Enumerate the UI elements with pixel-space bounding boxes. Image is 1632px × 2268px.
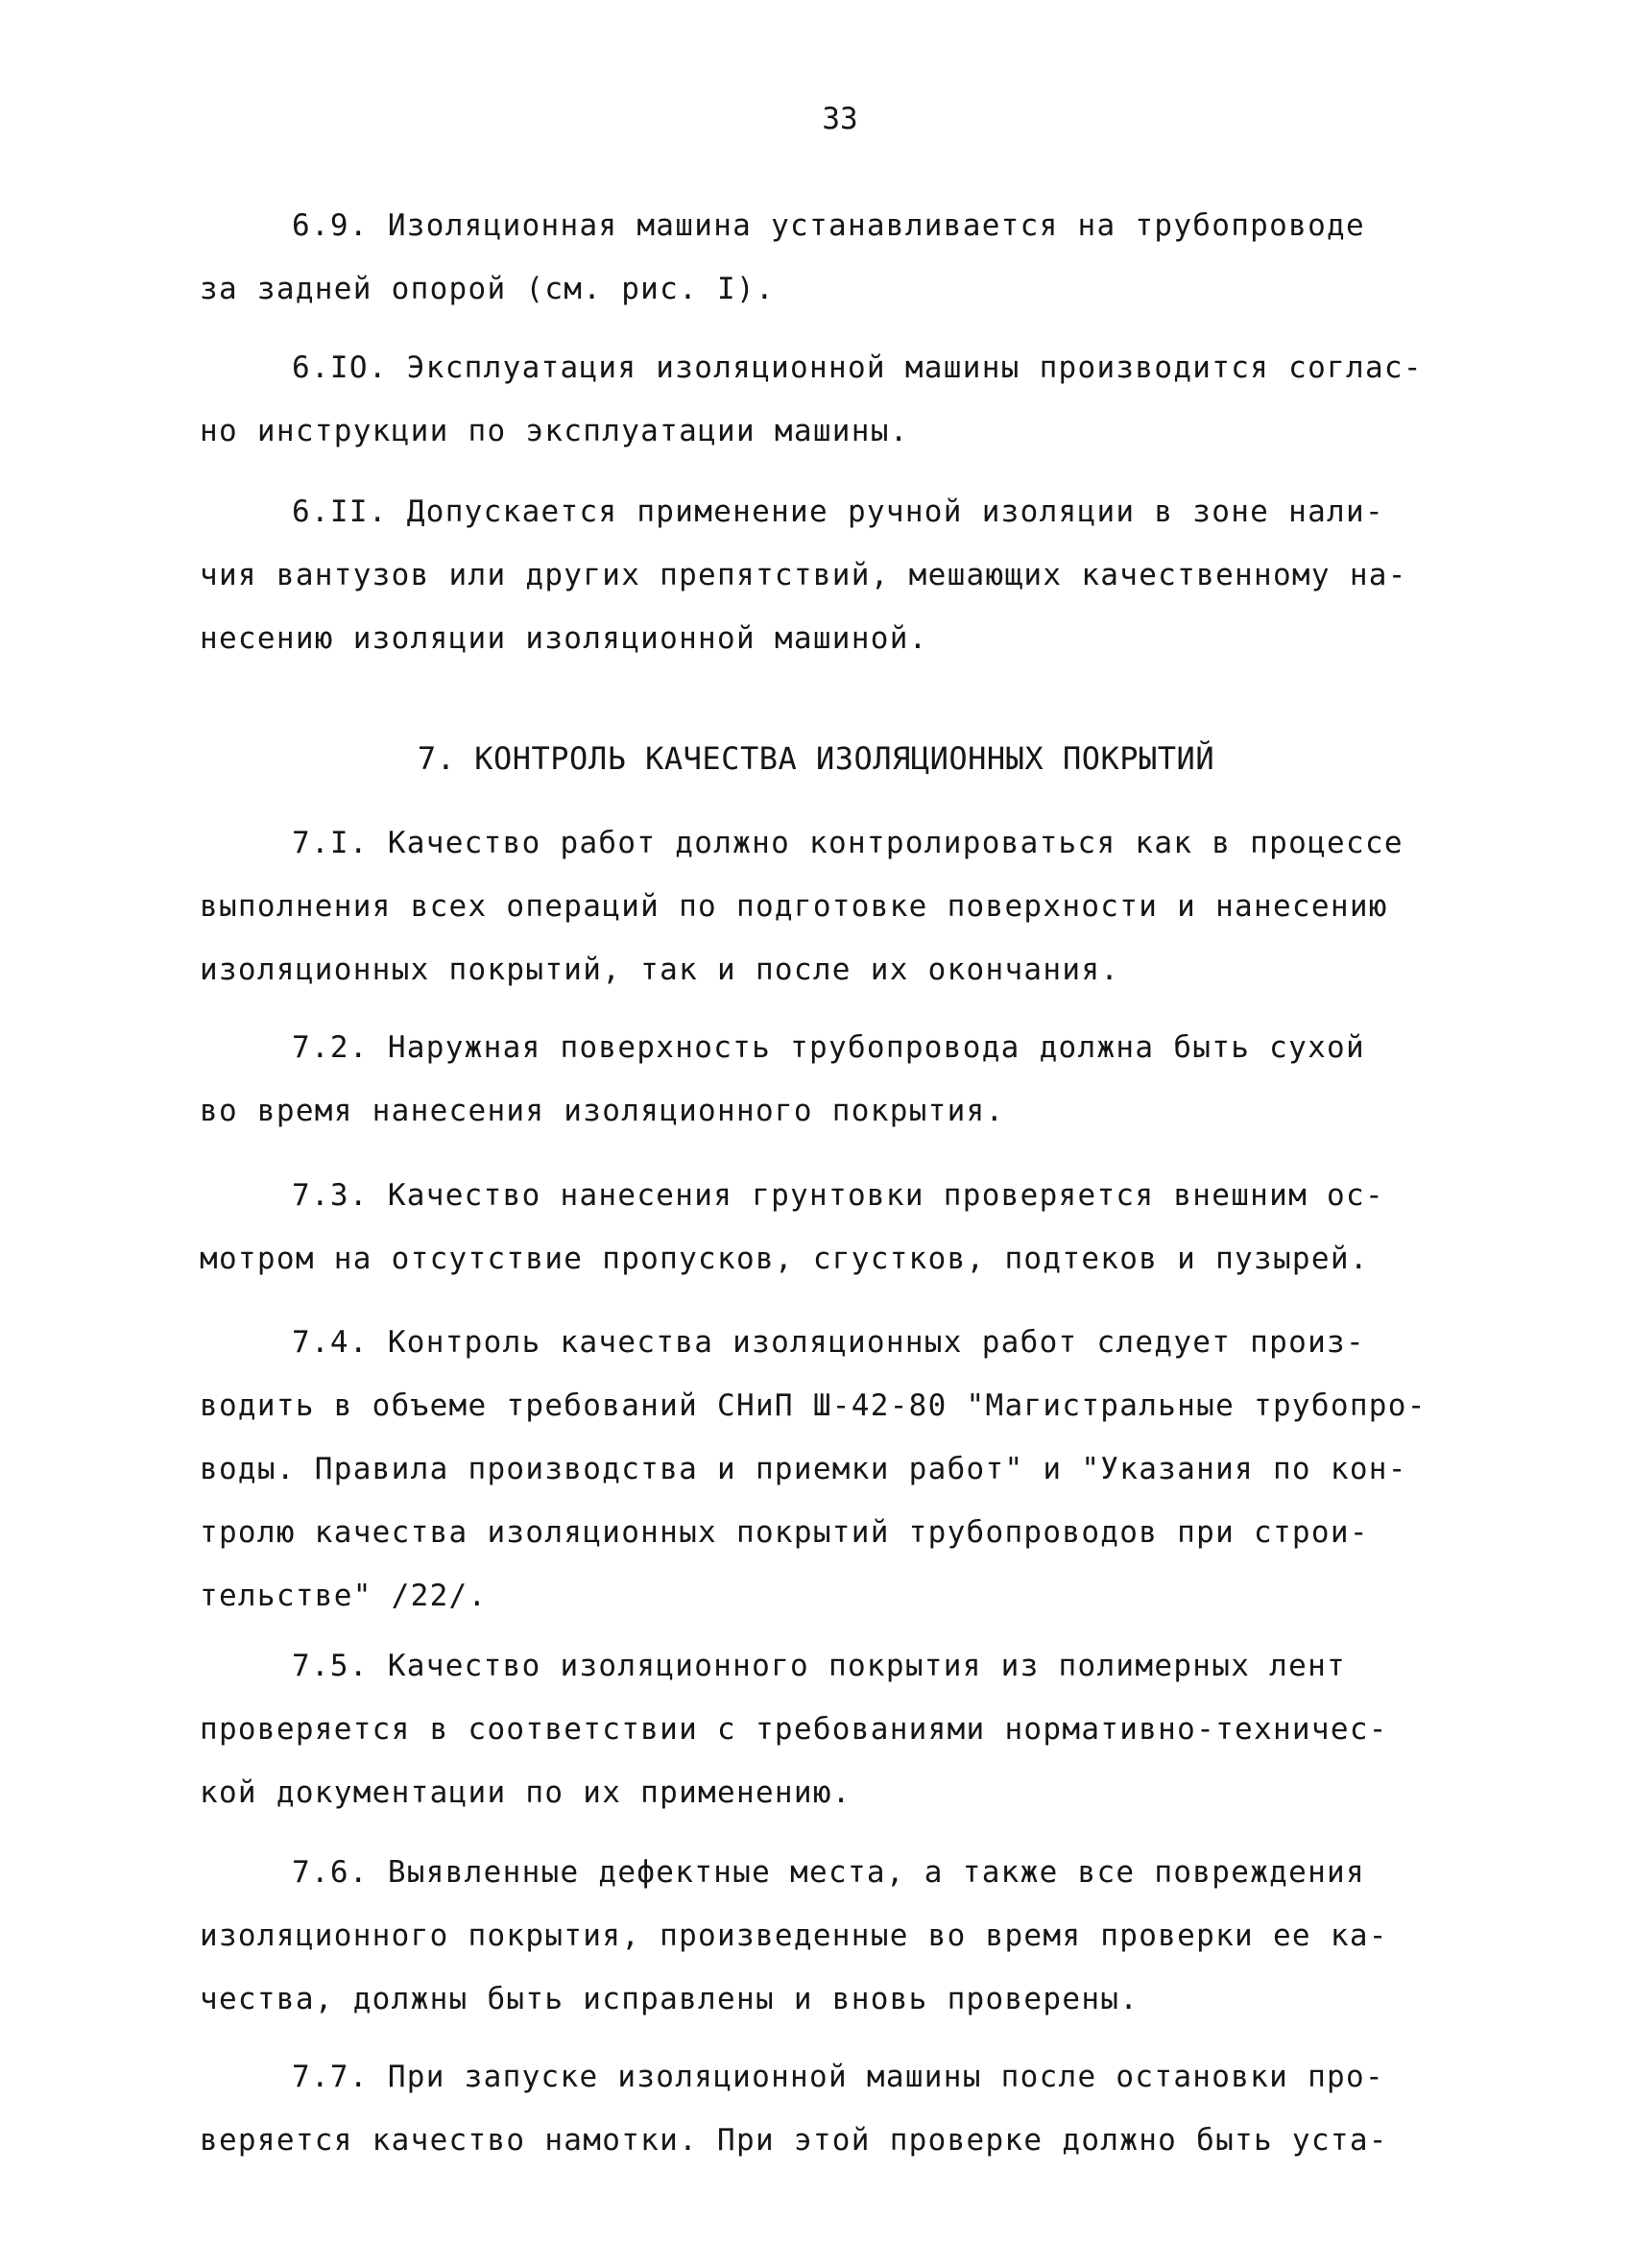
paragraph-6-11: [200, 480, 1414, 670]
text-line: 6.9. Изоляционная машина устанавливается на трубопроводе: [292, 208, 1365, 243]
text-line: во время нанесения изоляционного покрытия.: [200, 1094, 1005, 1128]
text-line: тельстве" /22/.: [200, 1579, 488, 1613]
page-number: 33: [822, 102, 858, 136]
text-line: 6.II. Допускается применение ручной изоляции в зоне нали-: [292, 495, 1384, 529]
paragraph-6-9: [200, 194, 1414, 321]
text-line: кой документации по их применению.: [200, 1775, 852, 1810]
text-line: воды. Правила производства и приемки работ" и "Указания по кон-: [200, 1452, 1407, 1486]
text-line: 7.5. Качество изоляционного покрытия из полимерных лент: [292, 1649, 1346, 1683]
text-line: но инструкции по эксплуатации машины.: [200, 414, 909, 448]
text-line: чества, должны быть исправлены и вновь проверены.: [200, 1982, 1140, 2016]
text-line: 7.7. При запуске изоляционной машины после остановки про-: [292, 2060, 1384, 2094]
text-line: веряется качество намотки. При этой проверке должно быть уста-: [200, 2123, 1388, 2158]
text-line: несению изоляции изоляционной машиной.: [200, 621, 928, 656]
text-line: 7.3. Качество нанесения грунтовки проверяется внешним ос-: [292, 1178, 1384, 1213]
text-line: водить в объеме требований СНиП Ш-42-80 "Магистральные трубопро-: [200, 1388, 1427, 1423]
paragraph-7-3: [200, 1164, 1414, 1291]
text-line: проверяется в соответствии с требованиями нормативно-техничес-: [200, 1712, 1388, 1747]
text-line: изоляционных покрытий, так и после их окончания.: [200, 953, 1120, 987]
text-line: 6.IO. Эксплуатация изоляционной машины производится соглас-: [292, 350, 1423, 385]
text-line: мотром на отсутствие пропусков, сгустков, подтеков и пузырей.: [200, 1242, 1369, 1276]
paragraph-7-5: [200, 1634, 1414, 1824]
text-line: тролю качества изоляционных покрытий трубопроводов при строи-: [200, 1515, 1369, 1550]
text-line: 7.4. Контроль качества изоляционных работ следует произ-: [292, 1325, 1365, 1360]
text-line: 7.6. Выявленные дефектные места, а также все повреждения: [292, 1855, 1365, 1890]
text-line: изоляционного покрытия, произведенные во время проверки ее ка-: [200, 1918, 1388, 1953]
section-heading: 7. КОНТРОЛЬ КАЧЕСТВА ИЗОЛЯЦИОННЫХ ПОКРЫТИЙ: [417, 740, 1215, 777]
text-line: выполнения всех операций по подготовке поверхности и нанесению: [200, 889, 1388, 924]
text-line: чия вантузов или других препятствий, мешающих качественному на-: [200, 558, 1407, 592]
paragraph-7-2: [200, 1016, 1414, 1143]
paragraph-7-7: [200, 2045, 1414, 2172]
text-line: за задней опорой (см. рис. I).: [200, 272, 775, 306]
paragraph-7-4: [200, 1311, 1427, 1628]
paragraph-7-6: [200, 1841, 1414, 2031]
paragraph-7-1: [200, 811, 1414, 1001]
text-line: 7.2. Наружная поверхность трубопровода должна быть сухой: [292, 1030, 1365, 1065]
paragraph-6-10: [200, 336, 1423, 463]
text-line: 7.I. Качество работ должно контролироваться как в процессе: [292, 826, 1404, 860]
